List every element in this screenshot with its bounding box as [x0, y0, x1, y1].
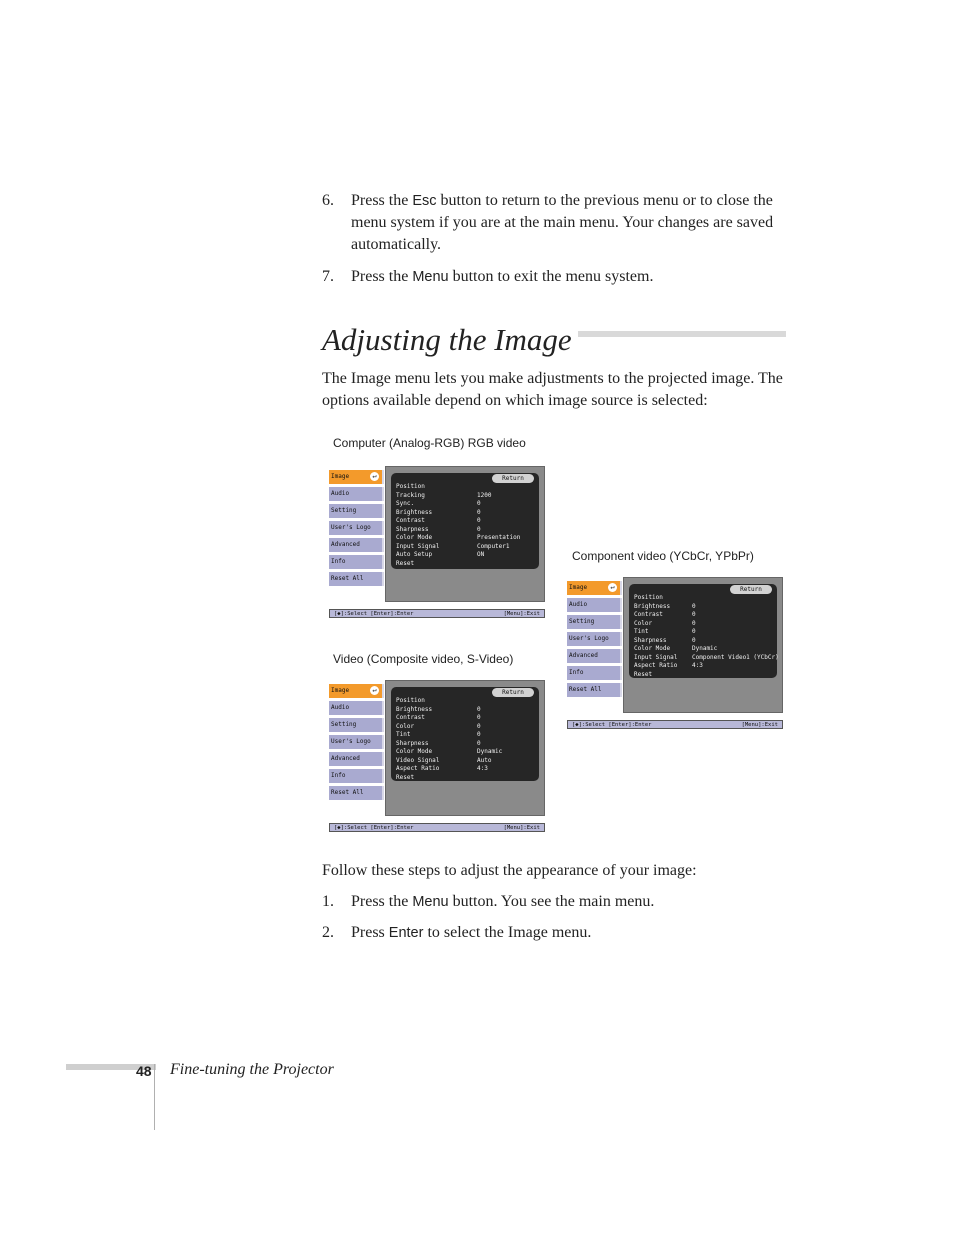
- menu-sidebar-item: Audio: [329, 487, 384, 501]
- menu-sidebar-item: Info: [567, 666, 622, 680]
- menu-sidebar-item: Reset All: [567, 683, 622, 697]
- status-select: [◆]:Select [Enter]:Enter: [572, 722, 652, 728]
- menu-option-value: 0: [692, 611, 696, 618]
- step-text-pre: Press the: [351, 268, 413, 285]
- menu-option-value: Auto: [477, 756, 492, 764]
- menu-status-bar: [329, 823, 545, 832]
- enter-icon: ↵: [370, 472, 379, 481]
- menu-option-row: [396, 492, 536, 501]
- menu-screenshot-computer: [329, 466, 545, 619]
- return-button: Return: [730, 585, 772, 594]
- menu-option-row: [396, 714, 536, 723]
- menu-rows: [396, 697, 536, 782]
- menu-sidebar-item: Info: [329, 769, 384, 783]
- step-text-post: to select the Image menu.: [423, 924, 592, 941]
- menu-option-row: [634, 620, 774, 629]
- menu-option-label: Brightness: [396, 508, 433, 516]
- menu-option-label: Reset: [396, 559, 415, 567]
- menu-option-row: [396, 697, 536, 706]
- menu-sidebar-item: Audio: [329, 701, 384, 715]
- menu-option-row: [396, 748, 536, 757]
- footer-vertical-rule: [154, 1064, 155, 1130]
- menu-option-value: Dynamic: [477, 748, 503, 755]
- menu-option-row: [634, 628, 774, 637]
- menu-option-label: Tint: [634, 628, 649, 635]
- status-exit: [Menu]:Exit: [741, 722, 778, 728]
- menu-option-value: 0: [477, 722, 481, 730]
- status-exit: [Menu]:Exit: [503, 611, 540, 617]
- menu-option-value: 4:3: [692, 662, 703, 669]
- menu-option-value: 0: [692, 602, 696, 610]
- menu-sidebar-item: Advanced: [567, 649, 622, 663]
- step-number: 1.: [322, 893, 334, 910]
- step-text-pre: Press the: [351, 893, 413, 910]
- menu-option-label: Position: [396, 483, 425, 490]
- menu-sidebar-item: Setting: [329, 718, 384, 732]
- step-text: [351, 891, 787, 913]
- menu-option-value: 0: [477, 739, 481, 747]
- menu-status-bar: [567, 720, 783, 729]
- menu-sidebar-item: Info: [329, 555, 384, 569]
- menu-option-row: [396, 534, 536, 543]
- menu-option-label: Position: [396, 697, 425, 704]
- menu-option-label: Color Mode: [396, 748, 433, 755]
- menu-option-label: Reset: [634, 670, 653, 678]
- menu-option-label: Sharpness: [634, 636, 667, 644]
- menu-option-row: [396, 560, 536, 569]
- menu-sidebar-item: User's Logo: [329, 735, 384, 749]
- menu-sidebar-item: Image ↵: [329, 684, 384, 698]
- menu-option-label: Sharpness: [396, 739, 429, 747]
- step-text-pre: Press: [351, 924, 389, 941]
- menu-status-bar: [329, 609, 545, 618]
- step-text-post: button to return to the previous menu or to close the menu system if you are at the main menu. Your changes are saved automatically.: [351, 192, 774, 253]
- menu-option-label: Aspect Ratio: [396, 765, 440, 772]
- menu-option-label: Sync.: [396, 500, 415, 507]
- menu-option-label: Input Signal: [396, 542, 440, 550]
- menu-sidebar-item: Advanced: [329, 538, 384, 552]
- status-select: [◆]:Select [Enter]:Enter: [334, 825, 414, 831]
- step-number: 6.: [322, 192, 334, 209]
- status-exit: [Menu]:Exit: [503, 825, 540, 831]
- menu-option-label: Contrast: [396, 517, 425, 524]
- menu-option-row: [634, 645, 774, 654]
- menu-option-label: Tracking: [396, 491, 425, 499]
- step-text-pre: Press the: [351, 192, 413, 209]
- menu-option-value: 0: [477, 714, 481, 721]
- menu-option-label: Input Signal: [634, 653, 678, 661]
- menu-option-label: Aspect Ratio: [634, 662, 678, 669]
- menu-option-label: Reset: [396, 773, 415, 781]
- menu-option-row: [396, 706, 536, 715]
- menu-option-label: Brightness: [634, 602, 671, 610]
- menu-option-label: Position: [634, 594, 663, 601]
- menu-option-value: 0: [477, 525, 481, 533]
- footer-chapter-title: Fine-tuning the Projector: [170, 1061, 334, 1078]
- menu-option-value: Component Video1 (YCbCr): [692, 653, 779, 661]
- menu-rows: [634, 594, 779, 679]
- menu-option-label: Auto Setup: [396, 551, 433, 558]
- menu-option-row: [396, 757, 536, 766]
- menu-sidebar-item: User's Logo: [567, 632, 622, 646]
- menu-sidebar-item: Reset All: [329, 786, 384, 800]
- menu-option-value: 1200: [477, 491, 492, 499]
- menu-option-row: [396, 517, 536, 526]
- menu-option-row: [396, 526, 536, 535]
- section-heading: Adjusting the Image: [322, 320, 578, 360]
- step-text: [351, 190, 787, 256]
- menu-option-value: 0: [692, 628, 696, 635]
- caption-computer: Computer (Analog-RGB) RGB video: [333, 436, 526, 450]
- menu-sidebar-item: Image ↵: [329, 470, 384, 484]
- caption-component: Component video (YCbCr, YPbPr): [572, 549, 754, 563]
- menu-sidebar-item: Setting: [567, 615, 622, 629]
- menu-option-value: 0: [692, 619, 696, 627]
- key-name: Esc: [412, 193, 437, 209]
- menu-option-row: [634, 653, 779, 663]
- menu-sidebar-item: Advanced: [329, 752, 384, 766]
- menu-option-value: ON: [477, 551, 485, 558]
- step-text: [351, 266, 787, 288]
- menu-option-label: Brightness: [396, 705, 433, 713]
- menu-option-label: Sharpness: [396, 525, 429, 533]
- follow-paragraph: Follow these steps to adjust the appearance of your image:: [322, 862, 697, 879]
- menu-option-value: 0: [477, 731, 481, 738]
- menu-sidebar-item: Image ↵: [567, 581, 622, 595]
- menu-option-value: 0: [477, 500, 481, 507]
- menu-sidebar-item: Reset All: [329, 572, 384, 586]
- menu-option-value: Dynamic: [692, 645, 718, 652]
- menu-option-row: [396, 740, 536, 749]
- menu-option-row: [396, 551, 536, 560]
- menu-option-label: Color Mode: [634, 645, 671, 652]
- menu-option-label: Video Signal: [396, 756, 440, 764]
- menu-option-value: 4:3: [477, 765, 488, 772]
- enter-icon: ↵: [608, 583, 617, 592]
- step-number: 2.: [322, 924, 334, 941]
- step-number: 7.: [322, 268, 334, 285]
- enter-icon: ↵: [370, 686, 379, 695]
- menu-sidebar-item: User's Logo: [329, 521, 384, 535]
- menu-option-label: Color Mode: [396, 534, 433, 541]
- menu-option-label: Contrast: [634, 611, 663, 618]
- menu-option-value: Computer1: [477, 542, 510, 550]
- key-name: Menu: [412, 269, 449, 285]
- menu-option-row: [396, 483, 536, 492]
- step-text: [351, 922, 787, 944]
- menu-sidebar-item: Setting: [329, 504, 384, 518]
- menu-screenshot-video: [329, 680, 545, 833]
- menu-option-label: Color: [396, 722, 415, 730]
- menu-option-row: [634, 611, 774, 620]
- menu-option-row: [396, 731, 536, 740]
- menu-option-row: [396, 765, 536, 774]
- menu-option-value: 0: [692, 636, 696, 644]
- menu-option-value: Presentation: [477, 534, 521, 541]
- return-button: Return: [492, 474, 534, 483]
- menu-option-label: Tint: [396, 731, 411, 738]
- menu-option-row: [634, 671, 774, 680]
- menu-rows: [396, 483, 536, 568]
- menu-option-row: [396, 509, 536, 518]
- step-text-post: button to exit the menu system.: [448, 268, 654, 285]
- intro-paragraph: The Image menu lets you make adjustments to the projected image. The options available depend on which image source is selected:: [322, 370, 783, 409]
- menu-option-value: 0: [477, 705, 481, 713]
- step-text-post: button. You see the main menu.: [448, 893, 655, 910]
- menu-option-row: [396, 543, 536, 552]
- key-name: Menu: [412, 894, 449, 910]
- menu-option-label: Contrast: [396, 714, 425, 721]
- menu-screenshot-component: [567, 577, 783, 730]
- menu-option-row: [396, 774, 536, 783]
- menu-option-row: [396, 500, 536, 509]
- page-number: 48: [136, 1063, 152, 1079]
- menu-option-value: 0: [477, 508, 481, 516]
- key-name: Enter: [388, 925, 424, 941]
- menu-option-row: [634, 594, 774, 603]
- status-select: [◆]:Select [Enter]:Enter: [334, 611, 414, 617]
- menu-option-label: Color: [634, 619, 653, 627]
- menu-option-row: [634, 662, 774, 671]
- menu-option-row: [396, 723, 536, 732]
- menu-option-row: [634, 603, 774, 612]
- return-button: Return: [492, 688, 534, 697]
- menu-option-row: [634, 637, 774, 646]
- menu-sidebar-item: Audio: [567, 598, 622, 612]
- menu-option-value: 0: [477, 517, 481, 524]
- caption-video: Video (Composite video, S-Video): [333, 652, 514, 666]
